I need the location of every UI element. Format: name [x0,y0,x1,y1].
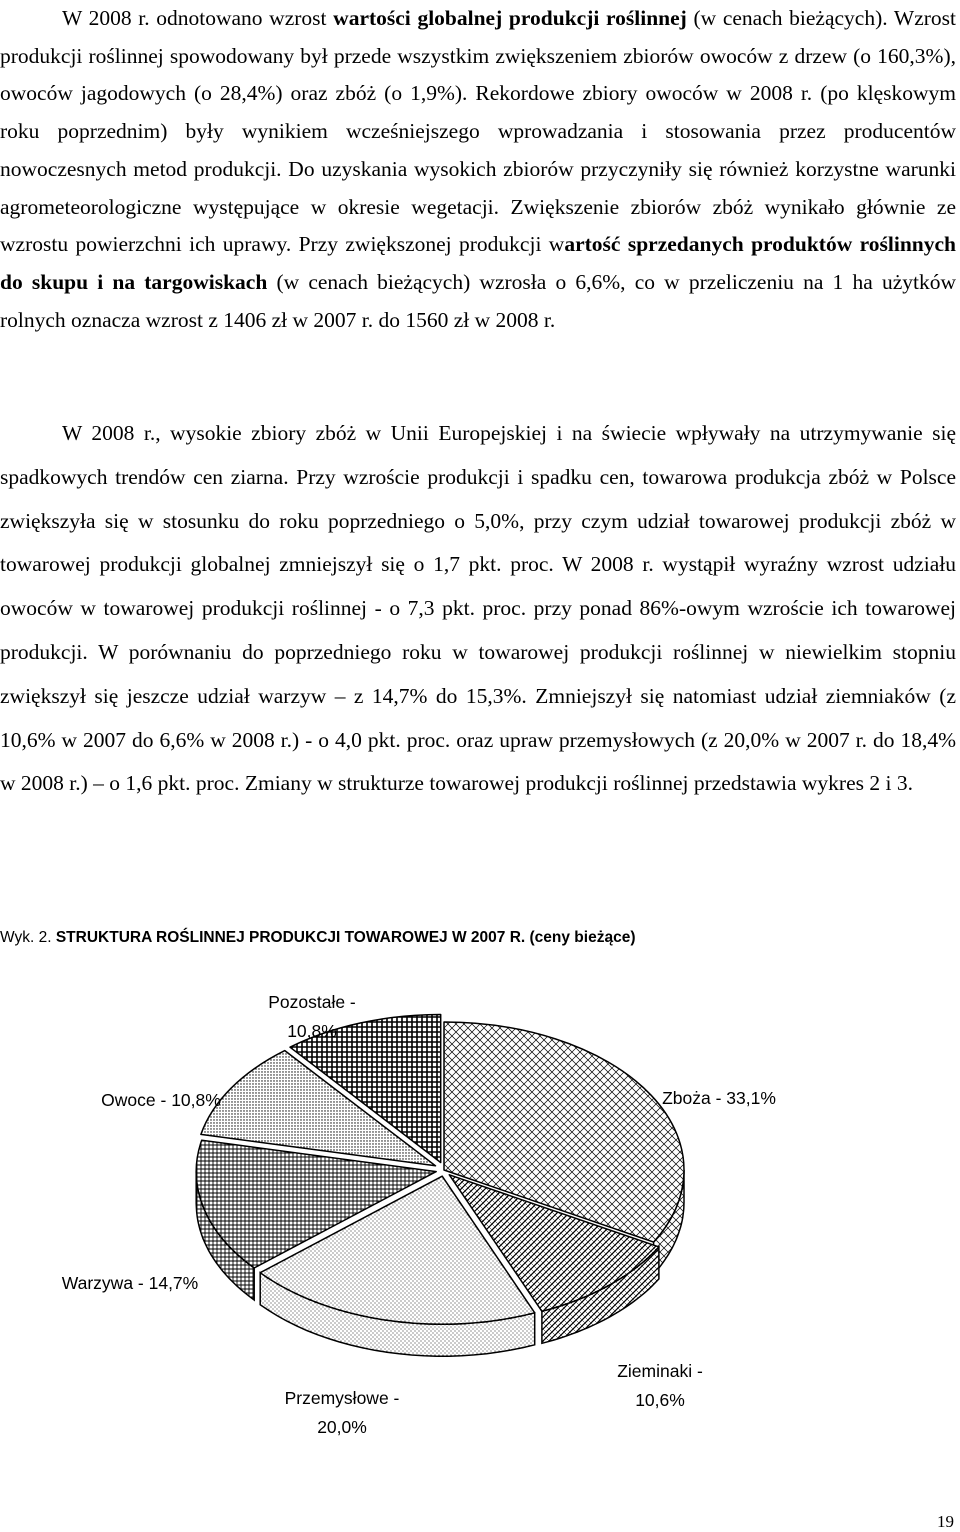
slice-label-line: Przemysłowe - [284,1388,400,1408]
paragraph-text: W 2008 r. odnotowano wzrost [62,6,334,30]
slice-label-industrial [272,1384,412,1442]
paragraph-commodity-production [0,412,956,806]
slice-label-line: 10,8% [287,1021,337,1041]
slice-label-grains [648,1084,790,1113]
bold-phrase: artość sprzedanych produktów roślinnych do skupu i na targowiskach [0,232,957,294]
paragraph-text: (w cenach bieżących). Wzrost produkcji roślinnej spowodowany był przede wszystkim zwiększeniem zbiorów owoców z drzew (o 160,3%), owoców jagodowych (o 28,4%) oraz zbóż (o 1,9%). Rekordowe zbiory owoców w 2008 r. (po klęskowym roku poprzednim) były wynikiem wcześniejszego wprowadzania i stosowania przez producentów nowoczesnych metod produkcji. Do uzyskania wysokich zbiorów przyczyniły się również korzystne warunki agrometeorologiczne występujące w okresie wegetacji. Zwiększenie zbiorów zbóż wynikało głównie ze wzrostu powierzchni ich uprawy. Przy zwiększonej produkcji w [0,6,956,257]
pie-top-faces [196,1014,684,1324]
slice-label-line: Pozostałe - [268,992,356,1012]
slice-label-vegetables [50,1269,210,1298]
caption-title: STRUKTURA ROŚLINNEJ PRODUKCJI TOWAROWEJ W 2007 R. (ceny bieżące) [55,929,636,946]
slice-label-other [252,988,372,1046]
caption-prefix: Wyk. 2. [0,929,56,946]
paragraph-text: (w cenach bieżących) wzrosła o 6,6%, co w przeliczeniu na 1 ha użytków rolnych oznacza wzrost z 1406 zł w 2007 r. do 1560 zł w 2008 r. [0,269,956,332]
slice-label-line: 20,0% [317,1417,367,1437]
slice-label-line: Zieminaki - [617,1361,703,1381]
bold-phrase: wartości globalnej produkcji roślinnej [333,6,687,30]
slice-label-potatoes [600,1357,720,1415]
slice-label-line: Zboża - 33,1% [662,1088,776,1108]
slice-label-line: Owoce - 10,8% [101,1090,221,1110]
slice-label-fruit [86,1086,236,1115]
pie-chart [0,960,960,1460]
paragraph-global-production [0,0,956,339]
slice-label-line: 10,6% [635,1390,685,1410]
pie-chart-svg [0,960,960,1460]
page-number: 19 [937,1512,954,1531]
paragraph-text: W 2008 r., wysokie zbiory zbóż w Unii Europejskiej i na świecie wpływały na utrzymywanie się spadkowych trendów cen ziarna. Przy wzroście produkcji i spadku cen, towarowa produkcja zbóż w Polsce zwiększyła się w stosunku do roku poprzedniego o 5,0%, przy czym udział towarowej produkcji zbóż w towarowej produkcji globalnej zmniejszył się o 1,7 pkt. proc. W 2008 r. wystąpił wyraźny wzrost udziału owoców w towarowej produkcji roślinnej - o 7,3 pkt. proc. przy ponad 86%-owym wzroście ich towarowej produkcji. W porównaniu do poprzedniego roku w towarowej produkcji roślinnej w niewielkim stopniu zwiększył się jeszcze udział warzyw – z 14,7% do 15,3%. Zmniejszył się natomiast udział ziemniaków (z 10,6% w 2007 do 6,6% w 2008 r.) - o 4,0 pkt. proc. oraz upraw przemysłowych (z 20,0% w 2007 r. do 18,4% w 2008 r.) – o 1,6 pkt. proc. Zmiany w strukturze towarowej produkcji roślinnej przedstawia wykres 2 i 3. [0,421,956,796]
chart-caption [0,927,960,949]
slice-label-line: Warzywa - 14,7% [61,1273,199,1293]
